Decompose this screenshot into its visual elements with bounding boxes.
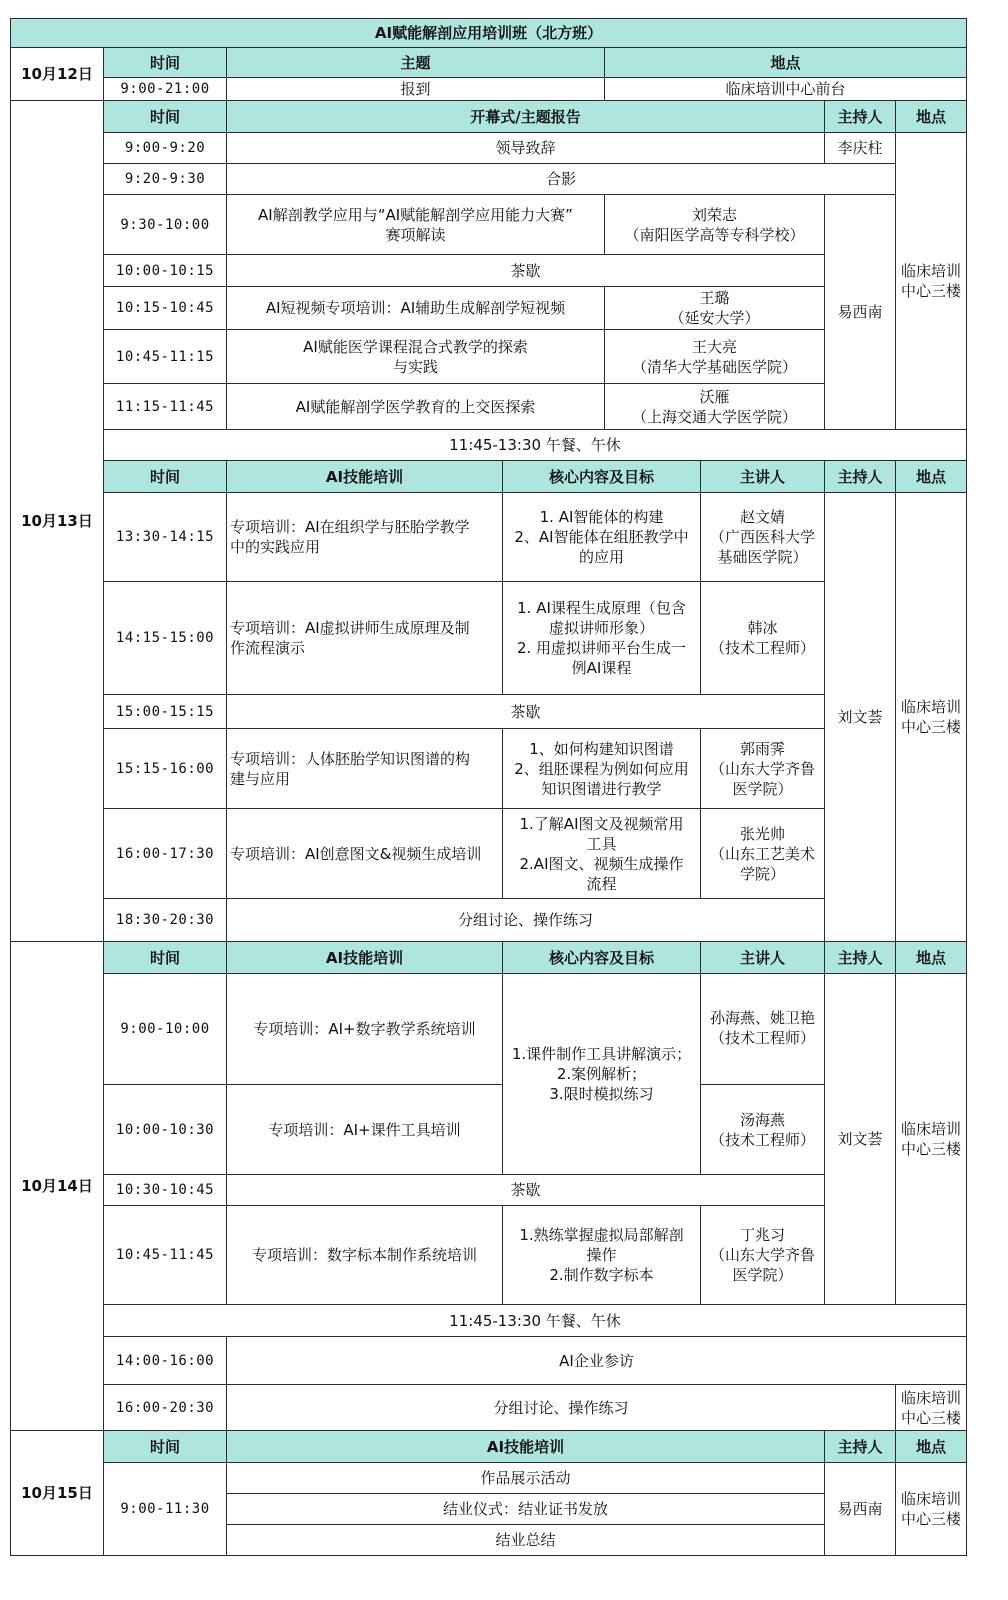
topic-cell: 茶歇	[226, 254, 825, 287]
header-place: 地点	[895, 1430, 967, 1463]
topic-cell: 茶歇	[226, 694, 825, 729]
page-title: AI赋能解剖应用培训班（北方班）	[10, 18, 967, 48]
header-host: 主持人	[824, 941, 896, 974]
place-cell: 临床培训 中心三楼	[895, 1462, 967, 1556]
speaker-cell: 赵文婧 （广西医科大学 基础医学院）	[700, 492, 825, 582]
topic-cell: AI赋能解剖学医学教育的上交医探索	[226, 383, 605, 430]
speaker-cell: 汤海燕 （技术工程师）	[700, 1084, 825, 1175]
speaker-cell: 孙海燕、姚卫艳 （技术工程师）	[700, 973, 825, 1085]
topic-cell: 结业总结	[226, 1524, 825, 1556]
speaker-cell: 王大亮 （清华大学基础医学院）	[604, 329, 825, 384]
lunch-break: 11:45-13:30 午餐、午休	[103, 1304, 967, 1337]
speaker-cell: 韩冰 （技术工程师）	[700, 581, 825, 695]
topic-cell: 专项培训：AI+数字教学系统培训	[226, 973, 503, 1085]
host-cell: 易西南	[824, 1462, 896, 1556]
lunch-break: 11:45-13:30 午餐、午休	[103, 429, 967, 461]
header-content: 核心内容及目标	[502, 460, 701, 493]
place-cell: 临床培训 中心三楼	[895, 973, 967, 1305]
header-skill: AI技能培训	[226, 1430, 825, 1463]
place-cell: 临床培训 中心三楼	[895, 492, 967, 942]
header-opening: 开幕式/主题报告	[226, 100, 825, 133]
speaker-cell: 张光帅 （山东工艺美术 学院）	[700, 808, 825, 899]
time-cell: 10:00-10:30	[103, 1084, 227, 1175]
topic-cell: 专项培训：人体胚胎学知识图谱的构 建与应用	[226, 728, 503, 809]
topic-cell: AI短视频专项培训：AI辅助生成解剖学短视频	[226, 286, 605, 330]
header-host: 主持人	[824, 100, 896, 133]
header-place: 地点	[895, 100, 967, 133]
speaker-cell: 郭雨霁 （山东大学齐鲁 医学院）	[700, 728, 825, 809]
topic-cell: 合影	[226, 163, 896, 195]
header-time: 时间	[103, 100, 227, 133]
time-cell: 9:00-21:00	[103, 77, 227, 101]
time-cell: 11:15-11:45	[103, 383, 227, 430]
header-time: 时间	[103, 1430, 227, 1463]
content-cell: 1、如何构建知识图谱 2、组胚课程为例如何应用 知识图谱进行教学	[502, 728, 701, 809]
time-cell: 14:15-15:00	[103, 581, 227, 695]
time-cell: 9:30-10:00	[103, 194, 227, 255]
speaker-cell: 刘荣志 （南阳医学高等专科学校）	[604, 194, 825, 255]
place-cell: 临床培训中心前台	[604, 77, 967, 101]
content-cell: 1.熟练掌握虚拟局部解剖 操作 2.制作数字标本	[502, 1205, 701, 1305]
topic-cell: 专项培训：AI虚拟讲师生成原理及制 作流程演示	[226, 581, 503, 695]
header-content: 核心内容及目标	[502, 941, 701, 974]
date-day1: 10月12日	[10, 47, 104, 101]
header-host: 主持人	[824, 1430, 896, 1463]
host-cell: 刘文荟	[824, 973, 896, 1305]
topic-cell: 专项培训：AI+课件工具培训	[226, 1084, 503, 1175]
date-day3: 10月14日	[10, 941, 104, 1431]
topic-cell: 专项培训：数字标本制作系统培训	[226, 1205, 503, 1305]
time-cell: 10:45-11:15	[103, 329, 227, 384]
topic-cell: 茶歇	[226, 1174, 825, 1206]
time-cell: 10:30-10:45	[103, 1174, 227, 1206]
topic-cell: AI企业参访	[226, 1336, 967, 1385]
content-cell: 1. AI智能体的构建 2、AI智能体在组胚教学中 的应用	[502, 492, 701, 582]
topic-cell: 分组讨论、操作练习	[226, 1384, 896, 1431]
topic-cell: AI赋能医学课程混合式教学的探索 与实践	[226, 329, 605, 384]
header-place: 地点	[895, 460, 967, 493]
host-cell: 刘文荟	[824, 492, 896, 942]
header-skill: AI技能培训	[226, 460, 503, 493]
place-cell: 临床培训 中心三楼	[895, 132, 967, 430]
topic-cell: 作品展示活动	[226, 1462, 825, 1494]
topic-cell: 分组讨论、操作练习	[226, 898, 825, 942]
time-cell: 10:45-11:45	[103, 1205, 227, 1305]
topic-cell: 专项培训：AI创意图文&视频生成培训	[226, 808, 503, 899]
topic-cell: 结业仪式：结业证书发放	[226, 1493, 825, 1525]
time-cell: 13:30-14:15	[103, 492, 227, 582]
header-time: 时间	[103, 941, 227, 974]
time-cell: 9:00-11:30	[103, 1462, 227, 1556]
content-cell: 1.课件制作工具讲解演示； 2.案例解析； 3.限时模拟练习	[502, 973, 701, 1175]
header-host: 主持人	[824, 460, 896, 493]
time-cell: 18:30-20:30	[103, 898, 227, 942]
topic-cell: AI解剖教学应用与“AI赋能解剖学应用能力大赛” 赛项解读	[226, 194, 605, 255]
time-cell: 10:15-10:45	[103, 286, 227, 330]
header-place: 地点	[604, 47, 967, 78]
time-cell: 15:00-15:15	[103, 694, 227, 729]
time-cell: 15:15-16:00	[103, 728, 227, 809]
content-cell: 1. AI课程生成原理（包含 虚拟讲师形象） 2. 用虚拟讲师平台生成一 例AI课程	[502, 581, 701, 695]
time-cell: 16:00-20:30	[103, 1384, 227, 1431]
time-cell: 14:00-16:00	[103, 1336, 227, 1385]
place-cell: 临床培训 中心三楼	[895, 1384, 967, 1431]
header-place: 地点	[895, 941, 967, 974]
date-day2: 10月13日	[10, 100, 104, 942]
time-cell: 9:20-9:30	[103, 163, 227, 195]
topic-cell: 报到	[226, 77, 605, 101]
speaker-cell: 王璐 （延安大学）	[604, 286, 825, 330]
time-cell: 9:00-9:20	[103, 132, 227, 164]
header-topic: 主题	[226, 47, 605, 78]
topic-cell: 领导致辞	[226, 132, 825, 164]
date-day4: 10月15日	[10, 1430, 104, 1556]
host-cell: 易西南	[824, 194, 896, 430]
speaker-cell: 丁兆习 （山东大学齐鲁 医学院）	[700, 1205, 825, 1305]
time-cell: 16:00-17:30	[103, 808, 227, 899]
host-cell: 李庆柱	[824, 132, 896, 164]
header-speaker: 主讲人	[700, 460, 825, 493]
topic-cell: 专项培训：AI在组织学与胚胎学教学 中的实践应用	[226, 492, 503, 582]
header-skill: AI技能培训	[226, 941, 503, 974]
header-time: 时间	[103, 460, 227, 493]
content-cell: 1.了解AI图文及视频常用 工具 2.AI图文、视频生成操作 流程	[502, 808, 701, 899]
time-cell: 9:00-10:00	[103, 973, 227, 1085]
time-cell: 10:00-10:15	[103, 254, 227, 287]
speaker-cell: 沃雁 （上海交通大学医学院）	[604, 383, 825, 430]
header-speaker: 主讲人	[700, 941, 825, 974]
header-time: 时间	[103, 47, 227, 78]
